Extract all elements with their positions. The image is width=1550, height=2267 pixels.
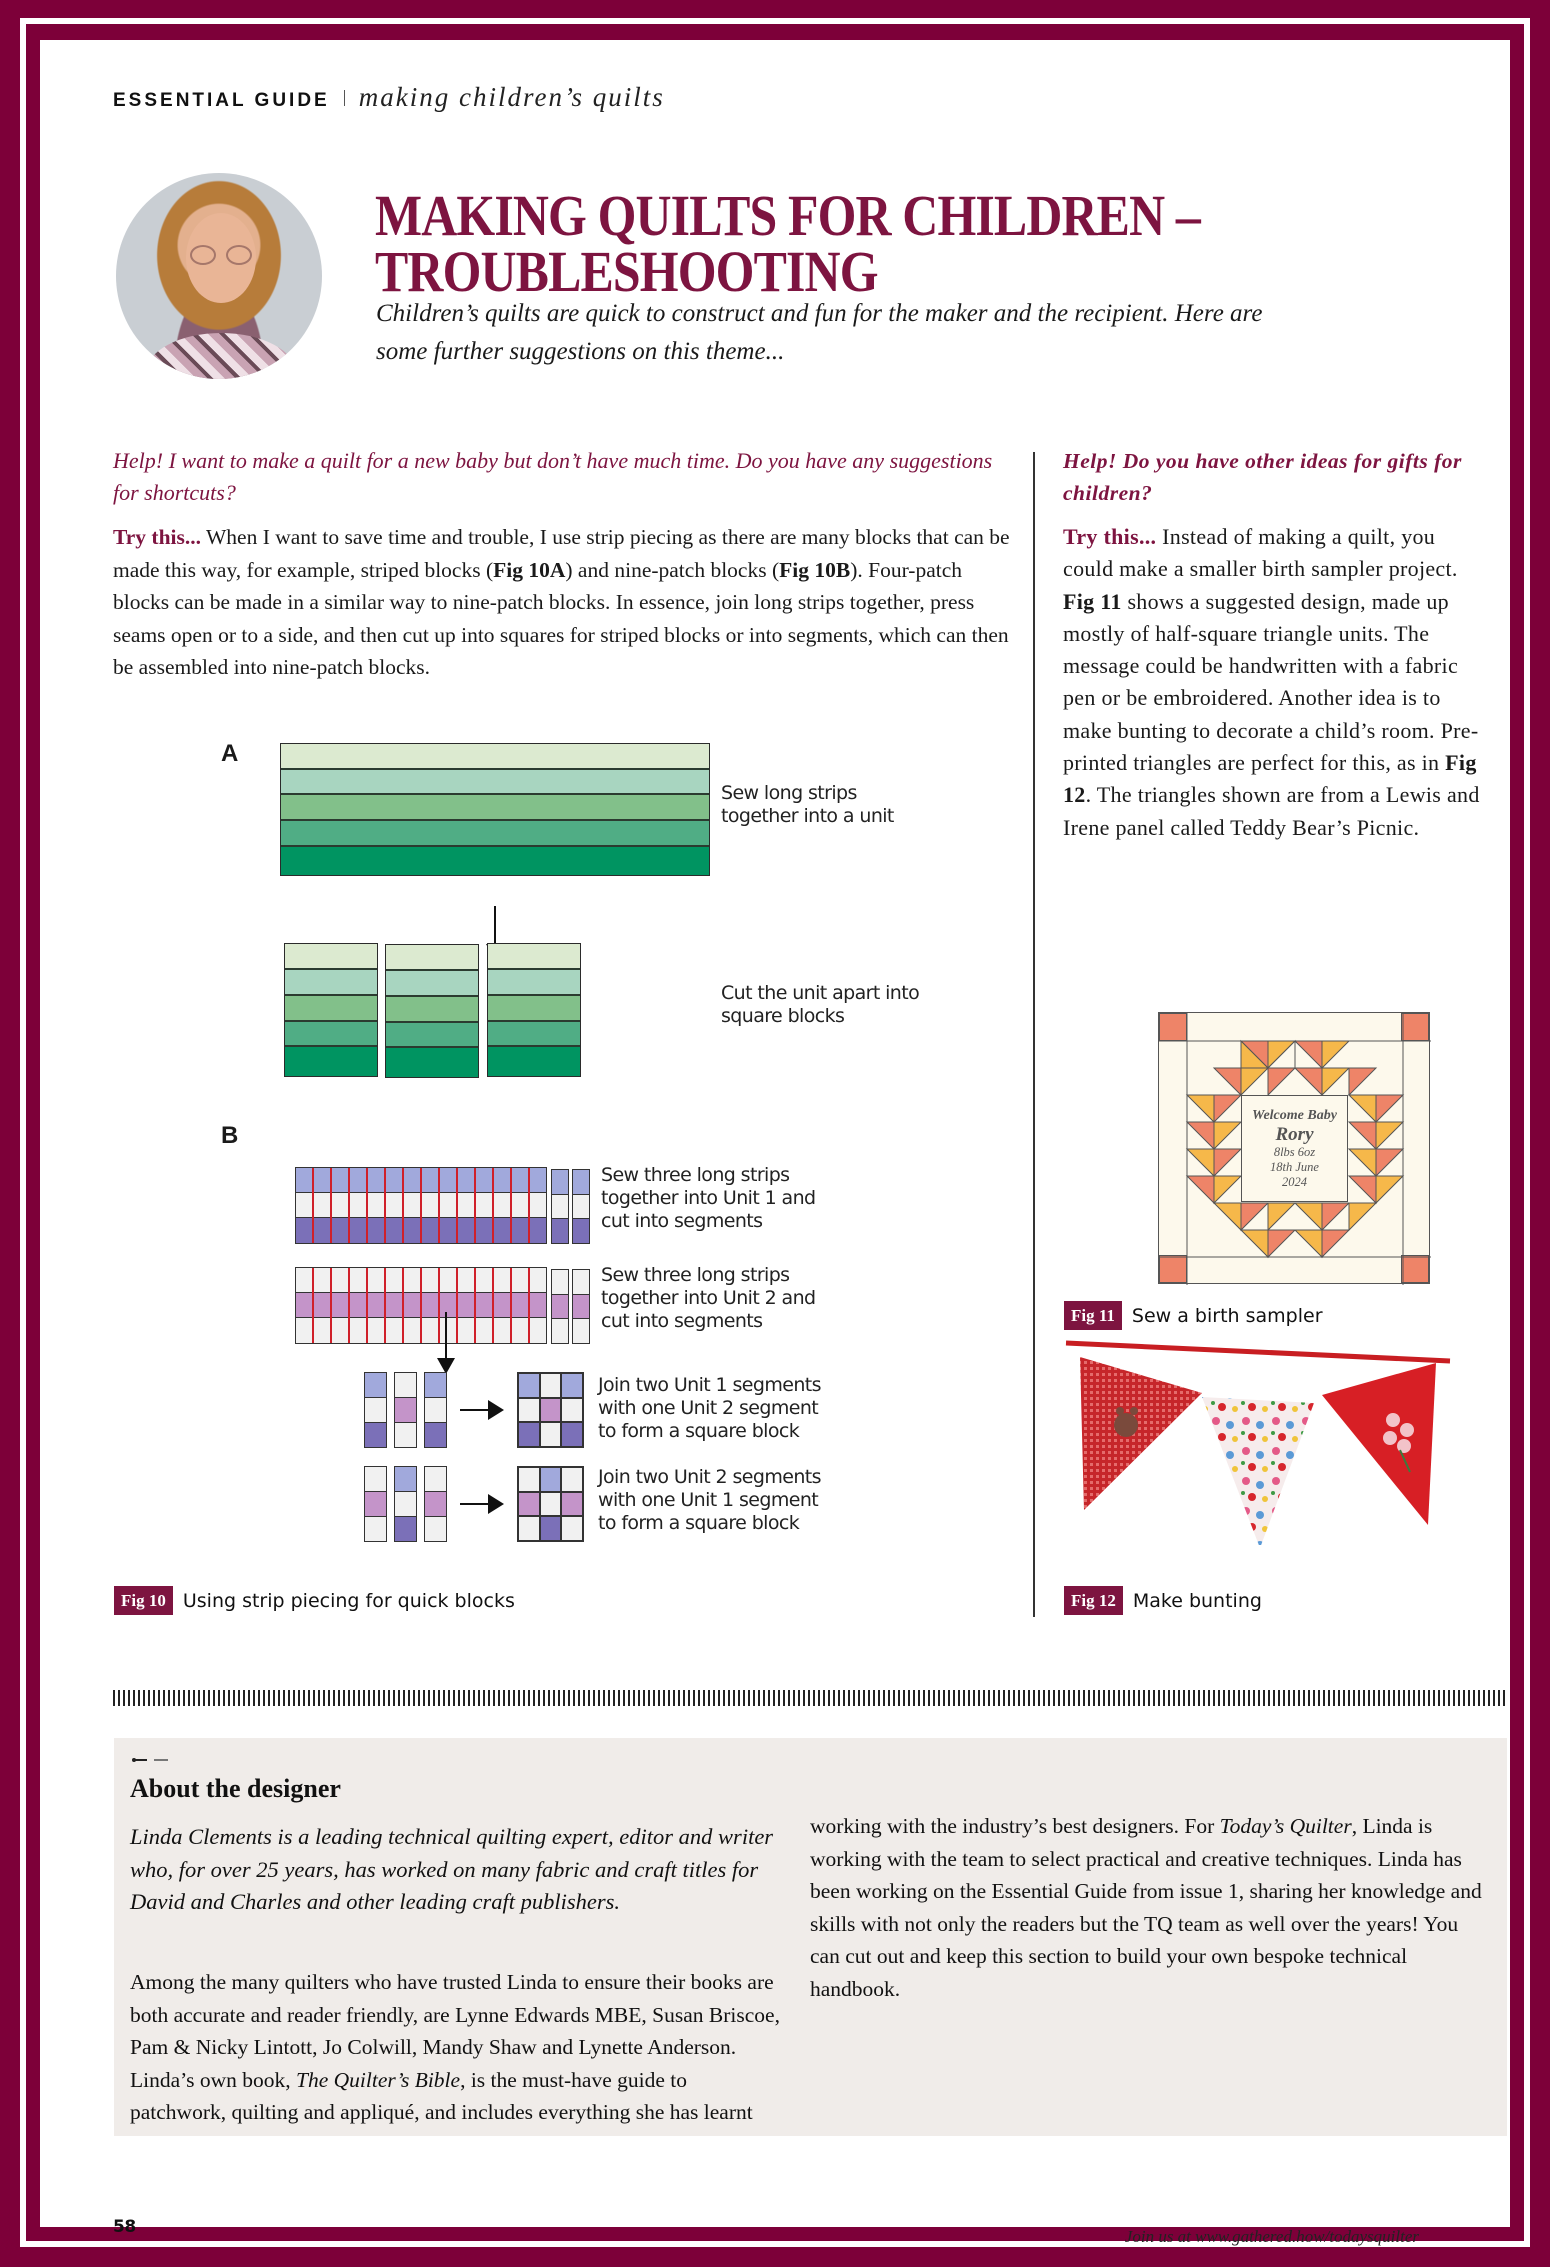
about-text: , Linda is working with the team to select practical and creative techniques. Linda has been working on the Essential Guide from issue 1, sharing her knowledge and skills with not only the readers but the TQ team as well over the years! You can cut out and keep this section to build your own bespoke technical handbook.	[810, 1814, 1482, 2001]
fig12-tag: Fig 12	[1064, 1586, 1123, 1615]
answer-text: ). Four-patch blocks can be made in a similar way to nine-patch blocks. In essence, join long strips together, press seams open or to a side, and then cut up into squares for striped blocks or into segments, which can then be assembled into nine-patch blocks.	[113, 557, 1009, 679]
try-this-label: Try this...	[113, 525, 201, 549]
fig-ref: Fig 12	[1063, 750, 1477, 808]
birth-sampler-illustration	[1158, 1012, 1430, 1284]
unit1-segment	[394, 1466, 417, 1542]
about-text: , is the must-have guide to patchwork, quilting and appliqué, and includes everything she has learnt	[130, 2067, 753, 2124]
fig10-caption-text: Using strip piecing for quick blocks	[182, 1589, 515, 1612]
right-question: Help! Do you have other ideas for gifts for children?	[1063, 449, 1462, 505]
sampler-date: 18th June	[1270, 1159, 1319, 1174]
square-block-3	[487, 943, 581, 1077]
book-title: The Quilter’s Bible	[296, 2067, 461, 2092]
fig10b-step1-text: Sew three long strips together into Unit 1 and cut into segments	[601, 1164, 816, 1232]
about-designer-box	[114, 1738, 1507, 2136]
unit2-segment	[572, 1269, 590, 1344]
about-intro: Linda Clements is a leading technical quilting expert, editor and writer who, for over 25 years, has worked on many fabric and craft titles for David and Charles and other leading craft publishers.	[130, 1824, 774, 1914]
try-this-label: Try this...	[1063, 524, 1157, 549]
answer-text: ) and nine-patch blocks (	[565, 557, 780, 582]
unit2-segment	[364, 1466, 387, 1542]
nine-patch-block-1	[517, 1372, 584, 1448]
square-block-2	[385, 944, 479, 1078]
unit1-segment	[551, 1169, 569, 1244]
unit2-segment	[424, 1466, 447, 1542]
fig12-caption	[1064, 1586, 1262, 1615]
fig10a-step2-text: Cut the unit apart into square blocks	[721, 982, 920, 1027]
unit1-segment	[364, 1372, 387, 1448]
right-arrow-icon	[460, 1503, 490, 1505]
author-photo	[116, 173, 322, 379]
page-number: 58	[113, 2217, 136, 2237]
left-column	[113, 445, 1013, 684]
about-text: working with the industry’s best designers. For	[810, 1814, 1220, 1838]
about-paragraph-1	[130, 1966, 780, 2129]
fig10b-step4-text: Join two Unit 2 segments with one Unit 1 segment to form a square block	[598, 1466, 821, 1534]
answer-text: shows a suggested design, made up mostly of half-square triangle units. The message could be handwritten with a fabric pen or be embroidered. Another idea is to make bunting to decorate a child’s room. Pre-printed triangles are perfect for this, as in	[1063, 588, 1479, 776]
strip-unit-green	[280, 743, 710, 876]
fig10-part-a-label: A	[221, 740, 239, 767]
page-title	[375, 183, 1235, 304]
down-arrow-icon	[445, 1312, 447, 1360]
title-line-2: TROUBLESHOOTING	[375, 239, 878, 304]
about-text: Among the many quilters who have trusted Linda to ensure their books are both accurate and reader friendly, are Lynne Edwards MBE, Susan Briscoe, Pam & Nicky Lintott, Jo Colwill, Mandy Shaw and Lynette Anderson. Linda’s own book,	[130, 1970, 780, 2092]
down-arrow-icon	[494, 906, 496, 946]
magazine-title: Today’s Quilter	[1219, 1814, 1352, 1838]
sampler-weight: 8lbs 6oz	[1273, 1144, 1316, 1159]
unit2-segment	[551, 1269, 569, 1344]
section-kicker	[113, 82, 665, 113]
about-heading: About the designer	[130, 1774, 341, 1803]
magazine-page	[40, 40, 1510, 2246]
standfirst: Children’s quilts are quick to construct and fun for the maker and the recipient. Here are some further suggestions on this theme...	[376, 300, 1263, 365]
fig10-part-b-label: B	[221, 1122, 239, 1149]
sampler-baby-name: Rory	[1275, 1123, 1314, 1145]
fig10b-step3-text: Join two Unit 1 segments with one Unit 2 segment to form a square block	[598, 1374, 821, 1442]
glasses-icon	[190, 245, 252, 265]
unit1-segment	[572, 1169, 590, 1244]
answer-text: . The triangles shown are from a Lewis and Irene panel called Teddy Bear’s Picnic.	[1063, 782, 1480, 840]
fig10-caption	[114, 1586, 515, 1615]
bullet-dash-icon	[132, 1758, 184, 1762]
unit2-strip	[295, 1267, 547, 1344]
fig-ref: Fig 10A	[493, 557, 566, 582]
author-shirt	[146, 333, 296, 379]
answer-text: Instead of making a quilt, you could make a smaller birth sampler project.	[1063, 524, 1458, 582]
subsection-label: making children’s quilts	[358, 82, 665, 112]
decorative-rule	[113, 1690, 1508, 1706]
sampler-line-1: Welcome Baby	[1252, 1107, 1337, 1123]
fig12-caption-text: Make bunting	[1132, 1589, 1262, 1612]
right-column	[1063, 445, 1483, 844]
left-question: Help! I want to make a quilt for a new baby but don’t have much time. Do you have any suggestions for shortcuts?	[113, 448, 993, 505]
fig10a-step1-text: Sew long strips together into a unit	[721, 782, 894, 827]
unit1-segment	[424, 1372, 447, 1448]
fig11-caption-text: Sew a birth sampler	[1131, 1304, 1323, 1327]
unit1-strip	[295, 1167, 547, 1244]
answer-text: When I want to save time and trouble, I use strip piecing as there are many blocks that can be made this way, for example, striped blocks (	[113, 525, 1010, 582]
unit2-segment	[394, 1372, 417, 1448]
fig10b-step2-text: Sew three long strips together into Unit 2 and cut into segments	[601, 1264, 816, 1332]
square-block-1	[284, 943, 378, 1077]
section-label: ESSENTIAL GUIDE	[113, 90, 330, 111]
fig-ref: Fig 11	[1063, 588, 1122, 614]
column-divider	[1033, 452, 1035, 1617]
title-line-1: MAKING QUILTS FOR CHILDREN –	[375, 183, 1200, 248]
bunting-illustration	[1060, 1325, 1460, 1545]
sampler-message	[1241, 1095, 1348, 1202]
fig10-tag: Fig 10	[114, 1586, 173, 1615]
footer-url[interactable]: Join us at www.gathered.how/todaysquilter	[1124, 2227, 1419, 2246]
left-answer	[113, 521, 1013, 684]
right-answer	[1063, 521, 1483, 844]
kicker-divider	[344, 90, 345, 106]
fig11-tag: Fig 11	[1064, 1301, 1122, 1330]
fig-ref: Fig 10B	[779, 557, 851, 582]
nine-patch-block-2	[517, 1466, 584, 1542]
sampler-year: 2024	[1282, 1174, 1307, 1189]
about-paragraph-2	[810, 1810, 1490, 2005]
right-arrow-icon	[460, 1409, 490, 1411]
